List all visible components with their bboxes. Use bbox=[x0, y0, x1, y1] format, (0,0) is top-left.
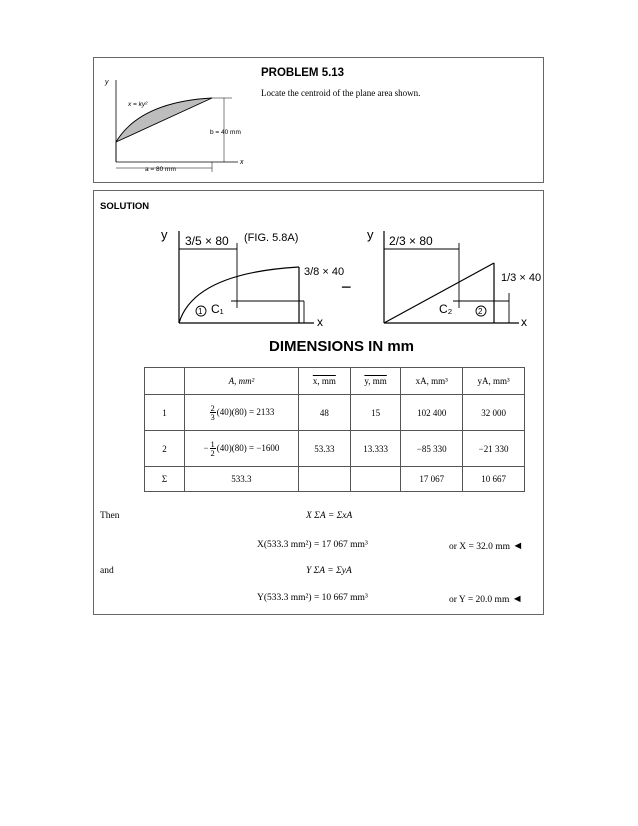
right-centroid: C₂ bbox=[439, 302, 453, 316]
row-ya: −21 330 bbox=[463, 431, 525, 467]
problem-title: PROBLEM 5.13 bbox=[261, 67, 345, 79]
sum-ybar bbox=[350, 467, 400, 492]
row-xbar: 53.33 bbox=[298, 431, 350, 467]
header-xa: xA, mm³ bbox=[401, 368, 463, 395]
sum-area: 533.3 bbox=[185, 467, 299, 492]
right-y-label: y bbox=[367, 227, 374, 242]
right-region: 2 bbox=[478, 307, 483, 316]
table-header-row bbox=[145, 368, 525, 395]
table-row bbox=[145, 395, 525, 431]
table-sum-row bbox=[145, 467, 525, 492]
answer-marker: ◄ bbox=[511, 593, 523, 605]
right-side-dim: 1/3 × 40 bbox=[501, 272, 542, 284]
dimensions-caption: DIMENSIONS IN mm bbox=[269, 338, 415, 355]
row-ybar: 15 bbox=[350, 395, 400, 431]
left-x-label: x bbox=[317, 315, 323, 329]
table-row bbox=[145, 431, 525, 467]
result-x: or X = 32.0 mm ◄ bbox=[449, 540, 524, 552]
row-id: 2 bbox=[145, 431, 185, 467]
dim-b-label: b = 40 mm bbox=[210, 129, 241, 136]
result-y: or Y = 20.0 mm ◄ bbox=[449, 593, 523, 605]
header-blank bbox=[145, 368, 185, 395]
curve-label: x = ky² bbox=[128, 101, 148, 108]
header-ybar: y, mm bbox=[350, 368, 400, 395]
equation-2: X(533.3 mm²) = 17 067 mm³ bbox=[257, 540, 368, 550]
equation-1: X ΣA = ΣxA bbox=[306, 511, 353, 521]
header-ya: yA, mm³ bbox=[463, 368, 525, 395]
row-area: $\frac{2}{3}$ (40)(80) = 2133 bbox=[185, 395, 299, 431]
left-top-dim: 3/5 × 80 bbox=[185, 234, 229, 248]
solution-sketch bbox=[149, 223, 549, 358]
right-x-label: x bbox=[521, 315, 527, 329]
dim-a-label: a = 80 mm bbox=[145, 166, 176, 173]
answer-marker: ◄ bbox=[512, 540, 524, 552]
left-centroid: C₁ bbox=[211, 302, 224, 316]
header-area: A, mm² bbox=[185, 368, 299, 395]
sum-id: Σ bbox=[145, 467, 185, 492]
minus-sign: − bbox=[341, 277, 352, 297]
sum-xbar bbox=[298, 467, 350, 492]
problem-figure bbox=[100, 72, 250, 177]
solution-label: SOLUTION bbox=[100, 201, 150, 212]
left-side-dim: 3/8 × 40 bbox=[304, 266, 345, 278]
row-ya: 32 000 bbox=[463, 395, 525, 431]
figure-y-label: y bbox=[105, 79, 109, 86]
row-ybar: 13.333 bbox=[350, 431, 400, 467]
and-label: and bbox=[100, 566, 114, 576]
centroid-table bbox=[144, 367, 525, 492]
header-xbar: x, mm bbox=[298, 368, 350, 395]
left-y-label: y bbox=[161, 227, 168, 242]
then-label: Then bbox=[100, 511, 120, 521]
figure-x-label: x bbox=[240, 159, 244, 166]
row-xa: 102 400 bbox=[401, 395, 463, 431]
problem-statement: Locate the centroid of the plane area shown. bbox=[261, 88, 421, 98]
equation-4: Y(533.3 mm²) = 10 667 mm³ bbox=[257, 593, 368, 603]
left-region: 1 bbox=[198, 307, 203, 316]
fig-ref: (FIG. 5.8A) bbox=[244, 232, 299, 244]
row-xbar: 48 bbox=[298, 395, 350, 431]
equation-3: Y ΣA = ΣyA bbox=[306, 566, 352, 576]
sum-ya: 10 667 bbox=[463, 467, 525, 492]
problem-panel bbox=[93, 57, 544, 183]
row-id: 1 bbox=[145, 395, 185, 431]
solution-panel bbox=[93, 190, 544, 615]
row-area: − $\frac{1}{2}$ (40)(80) = −1600 bbox=[185, 431, 299, 467]
row-xa: −85 330 bbox=[401, 431, 463, 467]
sum-xa: 17 067 bbox=[401, 467, 463, 492]
right-top-dim: 2/3 × 80 bbox=[389, 234, 433, 248]
